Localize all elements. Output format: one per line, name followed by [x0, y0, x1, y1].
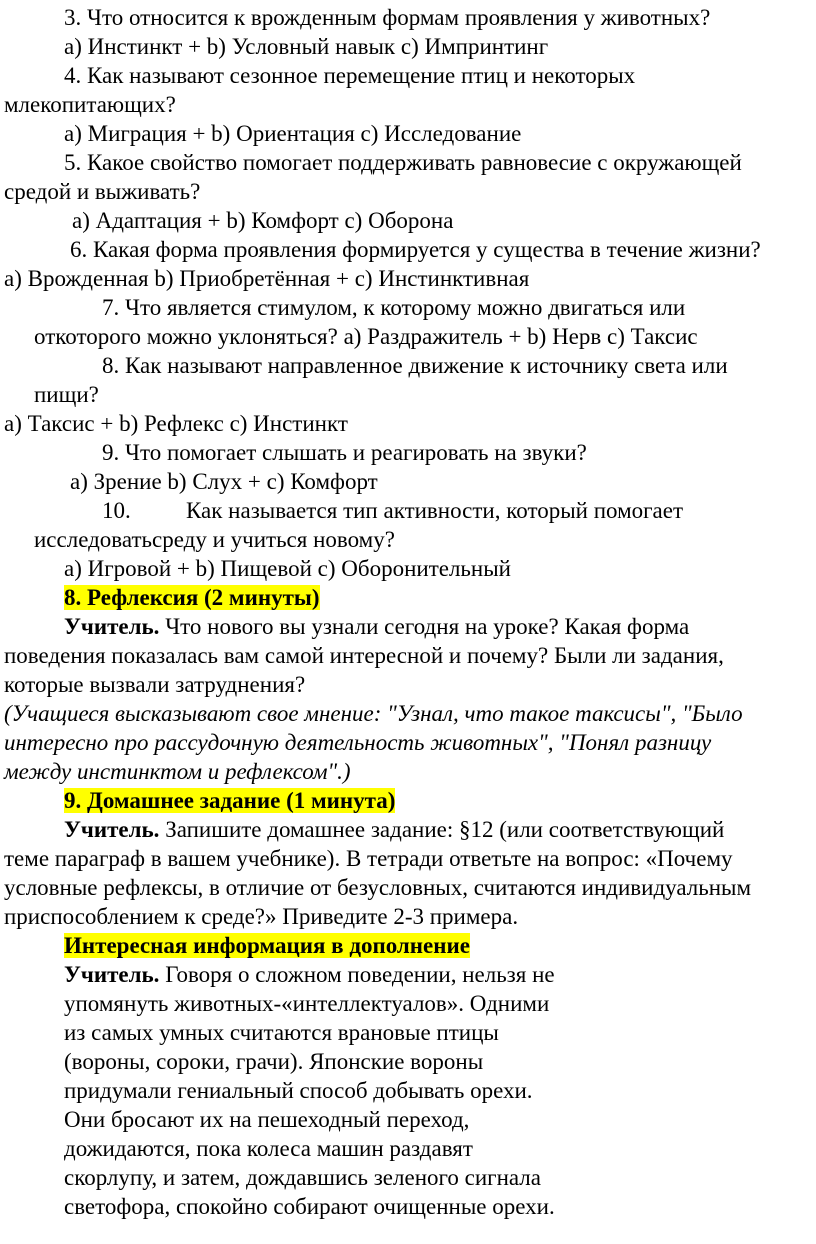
question-7-cont: откоторого можно уклоняться? a) Раздражитель + b) Нерв c) Таксис	[34, 324, 698, 349]
reflection-speaker: Учитель.	[64, 614, 160, 639]
question-9: 9. Что помогает слышать и реагировать на звуки?	[102, 440, 587, 465]
homework-paragraph: Учитель. Запишите домашнее задание: §12 (или соответствующий	[64, 817, 725, 842]
question-7: 7. Что является стимулом, к которому можно двигаться или	[102, 295, 686, 320]
reflection-paragraph-line3: которые вызвали затруднения?	[4, 672, 306, 697]
homework-paragraph-line3: условные рефлексы, в отличие от безусловных, считаются индивидуальным	[4, 875, 752, 900]
extra-line: Они бросают их на пешеходный переход,	[64, 1107, 470, 1132]
question-5-cont: средой и выживать?	[4, 179, 201, 204]
homework-heading: 9. Домашнее задание (1 минута)	[64, 788, 396, 813]
reflection-note: (Учащиеся высказывают свое мнение: "Узнал, что такое таксисы", "Было	[4, 701, 743, 726]
homework-paragraph-line4: приспособлением к среде?» Приведите 2-3 примера.	[4, 904, 519, 929]
question-8-cont: пищи?	[34, 382, 99, 407]
extra-line: светофора, спокойно собирают очищенные орехи.	[64, 1194, 555, 1219]
homework-paragraph-line2: теме параграф в вашем учебнике). В тетради ответьте на вопрос: «Почему	[4, 846, 733, 871]
question-10-answers: a) Игровой + b) Пищевой c) Оборонительный	[64, 556, 511, 581]
question-4-cont: млекопитающих?	[4, 92, 176, 117]
question-4-answers: a) Миграция + b) Ориентация c) Исследование	[64, 121, 522, 146]
question-5: 5. Какое свойство помогает поддерживать равновесие с окружающей	[64, 150, 742, 175]
homework-speaker: Учитель.	[64, 817, 160, 842]
question-6-answers: a) Врожденная b) Приобретённая + c) Инстинктивная	[4, 266, 530, 291]
extra-line: придумали гениальный способ добывать орехи.	[64, 1078, 533, 1103]
reflection-note-line2: интересно про рассудочную деятельность животных", "Понял разницу	[4, 730, 712, 755]
question-10-number: 10.	[102, 498, 131, 523]
question-9-answers: a) Зрение b) Слух + c) Комфорт	[70, 469, 378, 494]
extra-paragraph: Учитель. Говоря о сложном поведении, нельзя не	[64, 962, 555, 987]
extra-line: скорлупу, и затем, дождавшись зеленого сигнала	[64, 1165, 541, 1190]
question-6: 6. Какая форма проявления формируется у существа в течение жизни?	[70, 237, 761, 262]
question-8-answers: a) Таксис + b) Рефлекс c) Инстинкт	[4, 411, 348, 436]
question-10: Как называется тип активности, который помогает	[186, 498, 684, 523]
question-4: 4. Как называют сезонное перемещение птиц и некоторых	[64, 63, 636, 88]
reflection-heading: 8. Рефлексия (2 минуты)	[64, 585, 320, 610]
extra-speaker: Учитель.	[64, 962, 160, 987]
question-10-cont: исследоватьсреду и учиться новому?	[34, 527, 395, 552]
reflection-paragraph: Учитель. Что нового вы узнали сегодня на уроке? Какая форма	[64, 614, 690, 639]
question-3: 3. Что относится к врожденным формам проявления у животных?	[64, 5, 711, 30]
extra-line: из самых умных считаются врановые птицы	[64, 1020, 499, 1045]
question-3-answers: a) Инстинкт + b) Условный навык c) Импринтинг	[64, 34, 549, 59]
extra-line: (вороны, сороки, грачи). Японские вороны	[64, 1049, 484, 1074]
reflection-paragraph-line2: поведения показалась вам самой интересной и почему? Были ли задания,	[4, 643, 724, 668]
reflection-note-line3: между инстинктом и рефлексом".)	[4, 759, 351, 784]
question-5-answers: a) Адаптация + b) Комфорт c) Оборона	[72, 208, 454, 233]
extra-line: дожидаются, пока колеса машин раздавят	[64, 1136, 473, 1161]
question-8: 8. Как называют направленное движение к источнику света или	[102, 353, 728, 378]
extra-line: упомянуть животных-«интеллектуалов». Одними	[64, 991, 550, 1016]
extra-heading: Интересная информация в дополнение	[64, 933, 470, 958]
